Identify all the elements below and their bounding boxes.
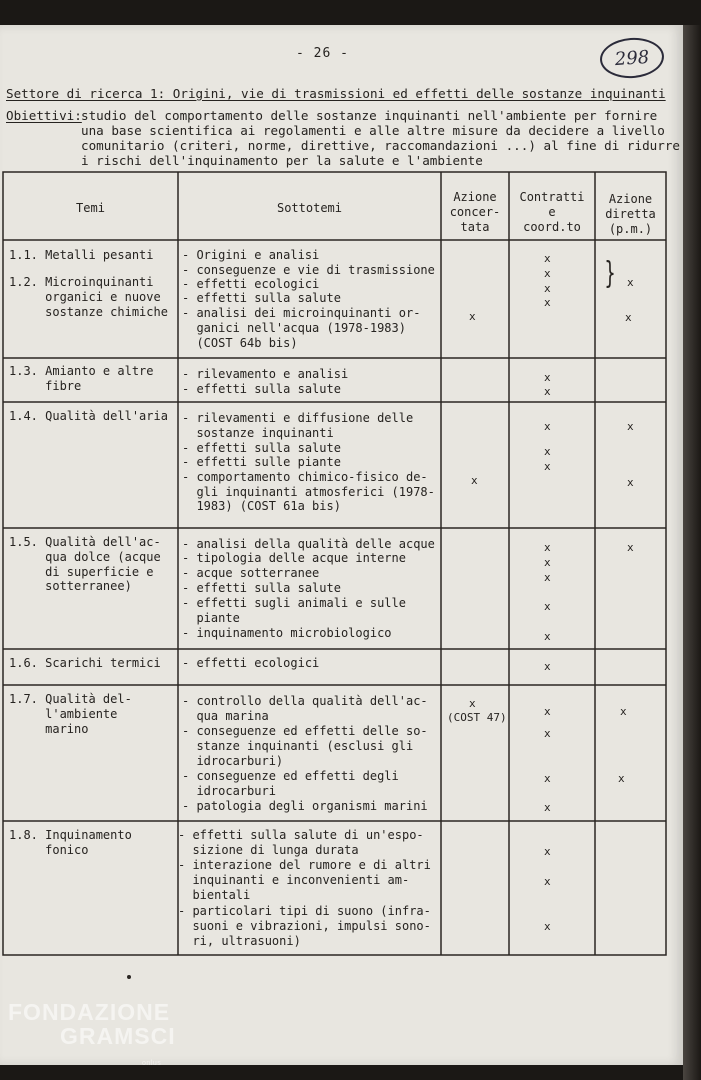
header-sottotemi: Sottotemi [276, 201, 343, 215]
temi-cell: 1.7. Qualità del- [9, 692, 132, 706]
subtopic-line: - tipologia delle acque interne [182, 551, 406, 565]
temi-cell: 1.6. Scarichi termici [9, 656, 161, 670]
temi-cell: 1.1. Metalli pesanti [9, 248, 154, 262]
subtopic-line: - interazione del rumore e di altri [178, 858, 431, 872]
check-mark: x [544, 630, 551, 643]
archive-number-circled: 298 [599, 36, 666, 80]
subtopic-line: - controllo della qualità dell'ac- [182, 694, 428, 708]
check-mark: x [620, 705, 627, 718]
temi-cell: 1.2. Microinquinanti [9, 275, 154, 289]
subtopic-line: ganici nell'acqua (1978-1983) [182, 321, 406, 335]
objectives-line: una base scientifica ai regolamenti e alle altre misure da decidere a livello [81, 123, 665, 138]
check-mark: x [544, 267, 551, 280]
check-mark: x [544, 705, 551, 718]
subtopic-line: inquinanti e inconvenienti am- [178, 873, 410, 887]
subtopic-line: - particolari tipi di suono (infra- [178, 904, 431, 918]
temi-cell: marino [9, 722, 89, 736]
sector-title: Settore di ricerca 1: Origini, vie di trasmissioni ed effetti delle sostanze inquinanti [6, 86, 666, 101]
temi-cell: qua dolce (acque [9, 550, 161, 564]
archive-watermark: FONDAZIONE GRAMSCI onlus [8, 999, 176, 1067]
subtopic-line: - patologia degli organismi marini [182, 799, 428, 813]
temi-cell: 1.3. Amianto e altre [9, 364, 154, 378]
temi-cell: 1.8. Inquinamento [9, 828, 132, 842]
temi-cell: fibre [9, 379, 82, 393]
check-mark: x [625, 311, 632, 324]
subtopic-line: - effetti sulla salute di un'espo- [178, 828, 424, 842]
temi-cell: sotterranee) [9, 579, 132, 593]
subtopic-line: (COST 64b bis) [182, 336, 298, 350]
check-mark: x [471, 474, 478, 487]
check-mark: x [544, 556, 551, 569]
subtopic-line: qua marina [182, 709, 269, 723]
header-azione-concertata: Azione concer- tata [449, 190, 501, 234]
subtopic-line: - effetti sulle piante [182, 455, 341, 469]
subtopic-line: - rilevamento e analisi [182, 367, 349, 381]
subtopic-line: gli inquinanti atmosferici (1978- [182, 485, 435, 499]
subtopic-line: - effetti sulla salute [182, 291, 341, 305]
subtopic-line: - inquinamento microbiologico [182, 626, 392, 640]
temi-cell: 1.5. Qualità dell'ac- [9, 535, 161, 549]
subtopic-line: - conseguenze e vie di trasmissione [182, 263, 435, 277]
page-number: - 26 - [296, 46, 349, 61]
subtopic-line: - effetti ecologici [182, 656, 320, 670]
objectives-label: Obiettivi: [6, 108, 82, 123]
check-mark: x [544, 385, 551, 398]
subtopic-line: - conseguenze ed effetti delle so- [182, 724, 428, 738]
objectives-line: i rischi dell'inquinamento per la salute e l'ambiente [81, 153, 483, 168]
subtopic-line: 1983) (COST 61a bis) [182, 499, 341, 513]
objectives-line: comunitario (criteri, norme, direttive, raccomandazioni ...) al fine di ridurre [81, 138, 680, 153]
header-contratti: Contratti e coord.to [519, 190, 585, 234]
subtopic-line: sostanze inquinanti [182, 426, 334, 440]
objectives-line: studio del comportamento delle sostanze inquinanti nell'ambiente per fornire [81, 108, 658, 123]
check-mark: x [627, 420, 634, 433]
check-mark: x [627, 541, 634, 554]
check-mark: x [544, 371, 551, 384]
subtopic-line: sizione di lunga durata [178, 843, 359, 857]
check-mark: x [544, 445, 551, 458]
temi-cell: 1.4. Qualità dell'aria [9, 409, 168, 423]
subtopic-line: - effetti sulla salute [182, 581, 341, 595]
temi-cell: fonico [9, 843, 89, 857]
subtopic-line: - analisi della qualità delle acque [182, 537, 435, 551]
check-mark: x [627, 476, 634, 489]
subtopic-line: - effetti sulla salute [182, 441, 341, 455]
subtopic-line: suoni e vibrazioni, impulsi sono- [178, 919, 431, 933]
check-mark: x [544, 727, 551, 740]
brace-mark: } [604, 256, 616, 291]
temi-cell: sostanze chimiche [9, 305, 168, 319]
subtopic-line: stanze inquinanti (esclusi gli [182, 739, 414, 753]
check-mark: x [544, 660, 551, 673]
subtopic-line: idrocarburi [182, 784, 276, 798]
header-temi: Temi [76, 201, 105, 215]
header-azione-diretta: Azione diretta (p.m.) [605, 192, 656, 236]
check-mark: x [544, 460, 551, 473]
subtopic-line: - effetti ecologici [182, 277, 320, 291]
check-mark: x [627, 276, 634, 289]
check-mark: x [618, 772, 625, 785]
temi-cell: l'ambiente [9, 707, 118, 721]
ink-dot [127, 975, 131, 979]
check-mark: x [544, 541, 551, 554]
check-mark: x [544, 600, 551, 613]
check-mark: x [544, 801, 551, 814]
subtopic-line: piante [182, 611, 240, 625]
subtopic-line: - conseguenze ed effetti degli [182, 769, 399, 783]
check-mark: x [544, 571, 551, 584]
temi-cell: organici e nuove [9, 290, 161, 304]
subtopic-line: ri, ultrasuoni) [178, 934, 301, 948]
subtopic-line: - Origini e analisi [182, 248, 320, 262]
check-mark: x [469, 310, 476, 323]
check-mark: x [544, 252, 551, 265]
check-mark: x [544, 772, 551, 785]
cost-label: (COST 47) [447, 711, 507, 724]
check-mark: x [544, 845, 551, 858]
subtopic-line: - rilevamenti e diffusione delle [182, 411, 414, 425]
temi-cell: di superficie e [9, 565, 154, 579]
check-mark: x [544, 875, 551, 888]
check-mark: x [544, 920, 551, 933]
subtopic-line: - analisi dei microinquinanti or- [182, 306, 421, 320]
check-mark: x [469, 697, 476, 710]
check-mark: x [544, 282, 551, 295]
check-mark: x [544, 296, 551, 309]
subtopic-line: - comportamento chimico-fisico de- [182, 470, 428, 484]
subtopic-line: - effetti sulla salute [182, 382, 341, 396]
subtopic-line: - acque sotterranee [182, 566, 320, 580]
subtopic-line: idrocarburi) [182, 754, 284, 768]
subtopic-line: - effetti sugli animali e sulle [182, 596, 406, 610]
subtopic-line: bientali [178, 888, 251, 902]
check-mark: x [544, 420, 551, 433]
